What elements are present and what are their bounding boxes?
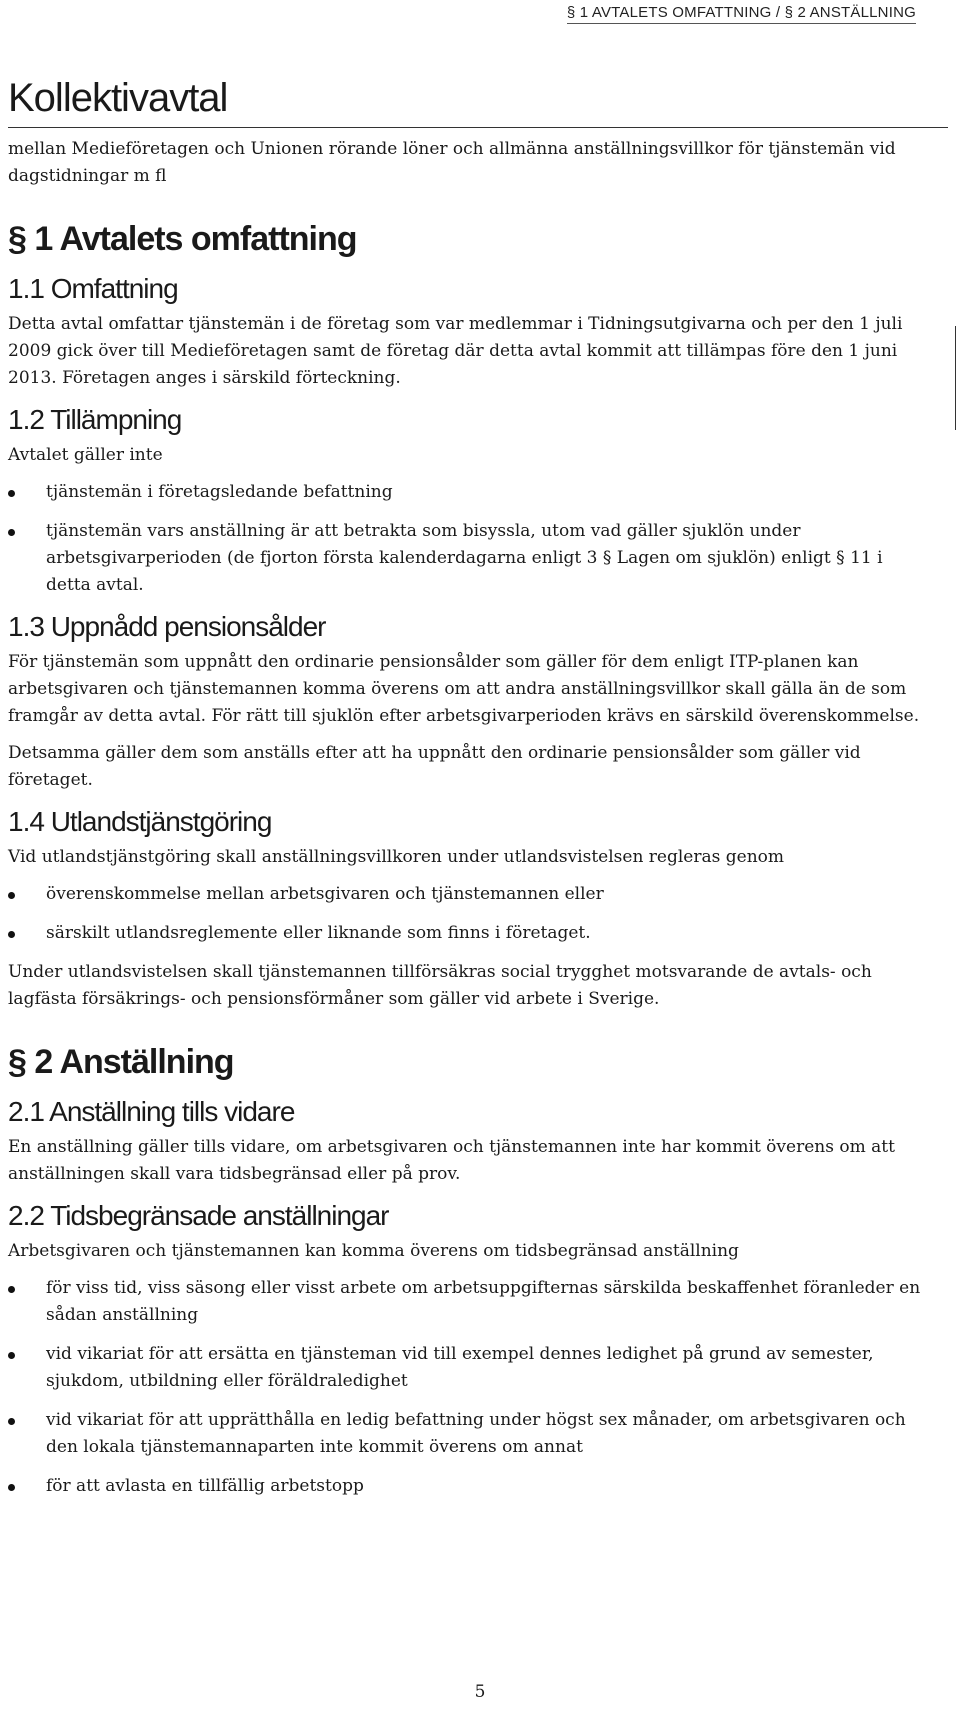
sections-container — [8, 220, 948, 1500]
bullet-item — [8, 1407, 926, 1461]
bullet-text: vid vikariat för att ersätta en tjänsteman vid till exempel dennes ledighet på grund av semester, sjukdom, utbildning eller föräldraledighet — [46, 1344, 874, 1391]
document-title: Kollektivavtal — [8, 76, 948, 128]
change-bar — [955, 326, 956, 430]
section-2 — [8, 1043, 948, 1500]
body-paragraph: Arbetsgivaren och tjänstemannen kan komma överens om tidsbegränsad anställning — [8, 1241, 739, 1261]
section-1 — [8, 220, 948, 1013]
body-paragraph: Detsamma gäller dem som anställs efter att ha uppnått den ordinarie pensionsålder som gäller vid företaget. — [8, 743, 861, 790]
bullet-dot-icon — [8, 1352, 15, 1359]
bullet-dot-icon — [8, 1418, 15, 1425]
page-number: 5 — [474, 1682, 486, 1702]
subsection — [8, 611, 948, 794]
subsection — [8, 806, 948, 1013]
bullet-dot-icon — [8, 892, 15, 899]
bullet-list — [8, 881, 948, 947]
bullet-text: tjänstemän i företagsledande befattning — [46, 482, 393, 502]
bullet-dot-icon — [8, 490, 15, 497]
subsection — [8, 1096, 948, 1188]
body-paragraph: För tjänstemän som uppnått den ordinarie pensionsålder som gäller för dem enligt ITP-planen kan arbetsgivaren och tjänstemannen komma överens om att andra anställningsvillkor skall gälla än de som framgår av detta avtal. För rätt till sjuklön efter arbetsgivarperioden krävs en särskild överenskommelse. — [8, 652, 920, 726]
subsection-heading: 1.4 Utlandstjänstgöring — [8, 806, 272, 837]
running-header: § 1 AVTALETS OMFATTNING / § 2 ANSTÄLLNING — [567, 4, 916, 24]
bullet-item — [8, 1341, 926, 1395]
body-paragraph: Avtalet gäller inte — [8, 445, 163, 465]
bullet-item — [8, 518, 926, 599]
body-paragraph: Detta avtal omfattar tjänstemän i de företag som var medlemmar i Tidningsutgivarna och per den 1 juli 2009 gick över till Medieföretagen samt de företag där detta avtal kommit att tillämpas före den 1 juni 2013. Företagen anges i särskild förteckning. — [8, 314, 903, 388]
subsection-heading: 1.2 Tillämpning — [8, 404, 182, 435]
bullet-list — [8, 1275, 948, 1500]
bullet-dot-icon — [8, 1286, 15, 1293]
bullet-list — [8, 479, 948, 599]
intro-paragraph: mellan Medieföretagen och Unionen rörande löner och allmänna anställningsvillkor för tjänstemän vid dagstidningar m fl — [8, 139, 896, 186]
bullet-dot-icon — [8, 931, 15, 938]
subsection-heading: 1.3 Uppnådd pensionsålder — [8, 611, 326, 642]
subsection-heading: 2.2 Tidsbegränsade anställningar — [8, 1200, 389, 1231]
bullet-text: särskilt utlandsreglemente eller liknande som finns i företaget. — [46, 923, 591, 943]
subsection — [8, 404, 948, 599]
bullet-text: överenskommelse mellan arbetsgivaren och tjänstemannen eller — [46, 884, 604, 904]
bullet-text: vid vikariat för att upprätthålla en ledig befattning under högst sex månader, om arbetsgivaren och den lokala tjänstemannaparten inte kommit överens om annat — [46, 1410, 906, 1457]
bullet-item — [8, 1473, 926, 1500]
bullet-item — [8, 1275, 926, 1329]
bullet-item — [8, 920, 926, 947]
subsection — [8, 273, 948, 392]
document-page — [8, 76, 948, 1512]
section-heading: § 1 Avtalets omfattning — [8, 220, 357, 258]
body-paragraph: Vid utlandstjänstgöring skall anställningsvillkoren under utlandsvistelsen regleras genom — [8, 847, 784, 867]
bullet-text: för viss tid, viss säsong eller visst arbete om arbetsuppgifternas särskilda beskaffenhet föranleder en sådan anställning — [46, 1278, 921, 1325]
bullet-dot-icon — [8, 529, 15, 536]
bullet-item — [8, 881, 926, 908]
body-paragraph: En anställning gäller tills vidare, om arbetsgivaren och tjänstemannen inte har kommit överens om att anställningen skall vara tidsbegränsad eller på prov. — [8, 1137, 895, 1184]
section-heading: § 2 Anställning — [8, 1043, 234, 1081]
bullet-item — [8, 479, 926, 506]
subsection-heading: 2.1 Anställning tills vidare — [8, 1096, 295, 1127]
bullet-text: tjänstemän vars anställning är att betrakta som bisyssla, utom vad gäller sjuklön under arbetsgivarperioden (de fjorton första kalenderdagarna enligt 3 § Lagen om sjuklön) enligt § 11 i detta avtal. — [46, 521, 883, 595]
bullet-dot-icon — [8, 1484, 15, 1491]
subsection-heading: 1.1 Omfattning — [8, 273, 178, 304]
subsection — [8, 1200, 948, 1500]
bullet-text: för att avlasta en tillfällig arbetstopp — [46, 1476, 364, 1496]
body-paragraph: Under utlandsvistelsen skall tjänstemannen tillförsäkras social trygghet motsvarande de avtals- och lagfästa försäkrings- och pensionsförmåner som gäller vid arbete i Sverige. — [8, 962, 872, 1009]
